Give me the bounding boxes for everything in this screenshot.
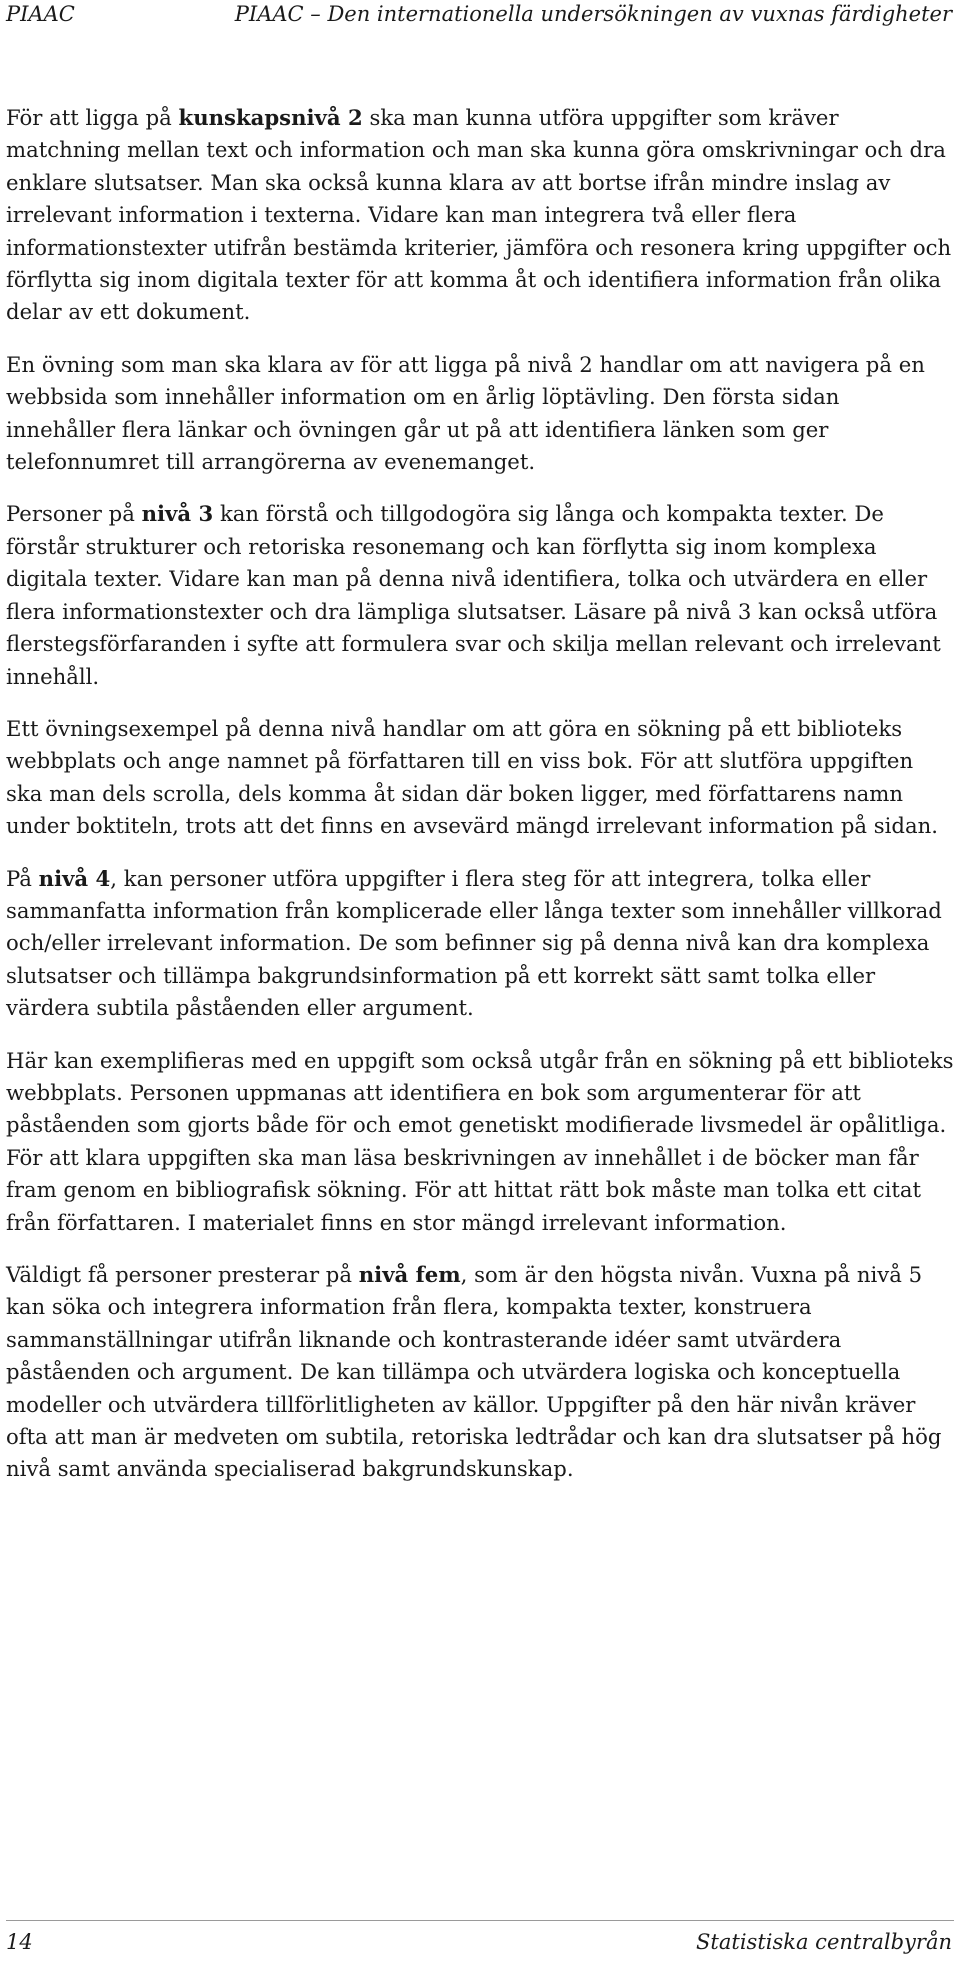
paragraph-level-5 <box>6 1259 954 1486</box>
paragraph-text: På <box>6 865 39 891</box>
paragraph-text: kan förstå och tillgodogöra sig långa och kompakta texter. De förstår strukturer och retoriska resonemang och kan förflytta sig inom komplexa digitala texter. Vidare kan man på denna nivå identifiera, tolka och utvärdera en eller flera informationstexter och dra lämpliga slutsatser. Läsare på nivå 3 kan också utföra flerstegsförfaranden i syfte att formulera svar och skilja mellan relevant och irrelevant innehåll. <box>6 501 941 689</box>
paragraph-level-4-example <box>6 1045 954 1239</box>
paragraph-level-2 <box>6 102 954 329</box>
level-term: nivå 3 <box>141 501 214 527</box>
footer-divider <box>6 1920 954 1921</box>
level-term: nivå 4 <box>38 865 111 891</box>
level-term: nivå fem <box>358 1262 461 1287</box>
header-left-title: PIAAC <box>6 2 75 26</box>
running-header <box>0 0 960 30</box>
paragraph-text: , som är den högsta nivån. Vuxna på nivå 5 kan söka och integrera information från flera, kompakta texter, konstruera sammanställningar utifrån liknande och kontrasterande idéer samt utvärdera påståenden och argument. De kan tillämpa och utvärdera logiska och konceptuella modeller och utvärdera tillförlitligheten av källor. Uppgifter på den här nivån kräver ofta att man är medveten om subtila, retoriska ledtrådar och kan dra slutsatser på hög nivå samt använda specialiserad bakgrundskunskap. <box>6 1262 942 1482</box>
paragraph-text: För att ligga på <box>6 105 179 130</box>
body-text <box>6 102 954 1506</box>
paragraph-text: Ett övningsexempel på denna nivå handlar om att göra en sökning på ett biblioteks webbplats och ange namnet på författaren till en viss bok. För att slutföra uppgiften ska man dels scrolla, dels komma åt sidan där boken ligger, med författarens namn under boktiteln, trots att det finns en avsevärd mängd irrelevant information på sidan. <box>6 715 938 839</box>
paragraph-text: Personer på <box>6 501 142 527</box>
paragraph-text: ska man kunna utföra uppgifter som kräver matchning mellan text och information och man ska kunna göra omskrivningar och dra enklare slutsatser. Man ska också kunna klara av att bortse ifrån mindre inslag av irrelevant information i texterna. Vidare kan man integrera två eller flera informationstexter utifrån bestämda kriterier, jämföra och resonera kring uppgifter och förflytta sig inom digitala texter för att komma åt och identifiera information från olika delar av ett dokument. <box>6 105 952 325</box>
paragraph-text: En övning som man ska klara av för att ligga på nivå 2 handlar om att navigera på en webbsida som innehåller information om en årlig löptävling. Den första sidan innehåller flera länkar och övningen går ut på att identifiera länken som ger telefonnumret till arrangörerna av evenemanget. <box>6 351 925 475</box>
paragraph-level-4 <box>6 863 954 1025</box>
level-term: kunskapsnivå 2 <box>178 105 363 130</box>
paragraph-level-2-example <box>6 349 954 479</box>
header-right-title: PIAAC – Den internationella undersökningen av vuxnas färdigheter <box>234 2 952 26</box>
paragraph-text: Väldigt få personer presterar på <box>6 1262 359 1287</box>
paragraph-level-3-example <box>6 713 954 843</box>
page-number: 14 <box>6 1930 33 1954</box>
paragraph-level-3 <box>6 498 954 692</box>
publisher-name: Statistiska centralbyrån <box>696 1930 952 1954</box>
paragraph-text: Här kan exemplifieras med en uppgift som också utgår från en sökning på ett biblioteks webbplats. Personen uppmanas att identifiera en bok som argumenterar för att påståenden som gjorts både för och emot genetiskt modifierade livsmedel är opålitliga. För att klara uppgiften ska man läsa beskrivningen av innehållet i de böcker man får fram genom en bibliografisk sökning. För att hittat rätt bok måste man tolka ett citat från författaren. I materialet finns en stor mängd irrelevant information. <box>6 1047 954 1235</box>
paragraph-text: , kan personer utföra uppgifter i flera steg för att integrera, tolka eller sammanfatta information från komplicerade eller långa texter som innehåller villkorad och/eller irrelevant information. De som befinner sig på denna nivå kan dra komplexa slutsatser och tillämpa bakgrundsinformation på ett korrekt sätt samt tolka eller värdera subtila påståenden eller argument. <box>6 865 942 1021</box>
